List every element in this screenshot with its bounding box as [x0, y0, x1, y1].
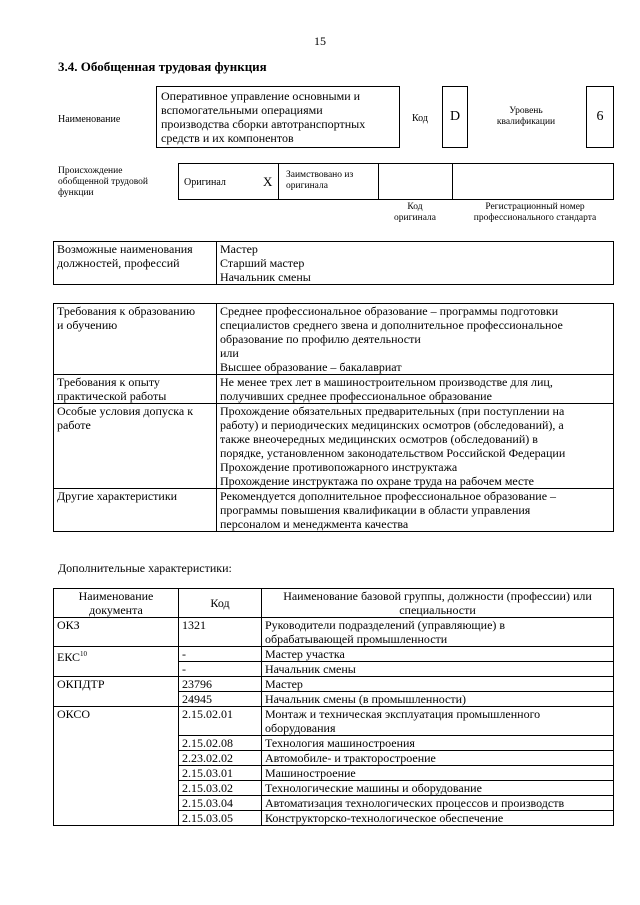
additional-table — [53, 588, 614, 826]
additional-title: Дополнительные характеристики: — [58, 561, 232, 575]
requirement-label-line: практической работы — [57, 389, 167, 403]
requirement-label-line: Другие характеристики — [57, 489, 178, 503]
requirement-line: порядке, установленном законодательством Российской Федерации — [220, 446, 566, 460]
row-name: Технологические машины и оборудование — [262, 781, 614, 796]
caption-line: оригинала — [394, 213, 436, 223]
code-original-caption — [380, 202, 450, 224]
row-code: 1321 — [179, 618, 262, 647]
original-label: Оригинал — [184, 177, 226, 188]
name-label: Наименование — [58, 114, 121, 125]
row-name: Мастер участка — [262, 647, 614, 662]
header-line: документа — [89, 603, 143, 617]
table-row — [54, 707, 614, 736]
header-line: Наименование — [78, 589, 154, 603]
positions-label-line: Возможные наименования — [57, 242, 193, 256]
requirement-line: или — [220, 346, 239, 360]
row-code: 24945 — [179, 692, 262, 707]
header-line: Наименование базовой группы, должности (профессии) или — [283, 589, 592, 603]
original-mark: X — [263, 174, 273, 189]
code-value: D — [442, 86, 468, 148]
requirement-label — [54, 375, 217, 404]
row-name-line: обрабатывающей промышленности — [265, 632, 448, 646]
requirement-line: Высшее образование – бакалавриат — [220, 360, 402, 374]
caption-line: Регистрационный номер — [485, 202, 585, 212]
requirement-value — [217, 375, 614, 404]
header-name — [262, 589, 614, 618]
row-name: Технология машиностроения — [262, 736, 614, 751]
row-doc: ОКСО — [54, 707, 179, 826]
function-name-line: производства сборки автотранспортных — [161, 117, 366, 131]
positions-table — [53, 241, 614, 285]
function-name-line: средств и их компонентов — [161, 131, 294, 145]
requirement-label-line: Требования к опыту — [57, 375, 160, 389]
header-code: Код — [179, 589, 262, 618]
requirement-line: образование по профилю деятельности — [220, 332, 421, 346]
requirement-label — [54, 489, 217, 532]
row-name — [262, 618, 614, 647]
caption-line: профессионального стандарта — [473, 213, 597, 223]
requirement-label — [54, 304, 217, 375]
footnote-mark: 10 — [80, 650, 88, 658]
position-item: Старший мастер — [220, 256, 305, 270]
page-number: 15 — [314, 34, 326, 48]
function-name-line: Оперативное управление основными и — [161, 89, 361, 103]
level-value: 6 — [586, 86, 614, 148]
row-name: Автоматизация технологических процессов и производств — [262, 796, 614, 811]
additional-header-row — [54, 589, 614, 618]
row-name: Конструкторско-технологическое обеспечение — [262, 811, 614, 826]
row-doc-text: ЕКС — [57, 650, 81, 664]
requirements-table — [53, 303, 614, 532]
code-label: Код — [412, 113, 428, 124]
positions-label — [54, 242, 217, 285]
table-row — [54, 647, 614, 662]
requirement-value — [217, 404, 614, 489]
origin-label-line: функции — [58, 188, 94, 198]
row-name — [262, 707, 614, 736]
requirement-value — [217, 489, 614, 532]
requirement-row — [54, 375, 614, 404]
row-name: Начальник смены (в промышленности) — [262, 692, 614, 707]
requirement-row — [54, 489, 614, 532]
row-doc: ОКЗ — [54, 618, 179, 647]
row-code: - — [179, 647, 262, 662]
requirement-line: Прохождение обязательных предварительных (при поступлении на — [220, 404, 565, 418]
requirement-line: программы повышения квалификации в области управления — [220, 503, 531, 517]
level-label-line: Уровень — [509, 106, 543, 116]
reg-number-caption — [456, 202, 614, 224]
header-doc — [54, 589, 179, 618]
requirement-line: специалистов среднего звена и дополнительное профессиональное — [220, 318, 563, 332]
row-name: Машиностроение — [262, 766, 614, 781]
borrowed-label-line: оригинала — [286, 181, 328, 191]
function-name-line: вспомогательными операциями — [161, 103, 323, 117]
row-code: 2.15.03.04 — [179, 796, 262, 811]
table-row — [54, 677, 614, 692]
positions-label-line: должностей, профессий — [57, 256, 180, 270]
requirement-label-line: Требования к образованию — [57, 304, 196, 318]
requirement-label-line: и обучению — [57, 318, 118, 332]
requirement-line: получивших среднее профессиональное образование — [220, 389, 492, 403]
caption-line: Код — [407, 202, 423, 212]
requirement-line: работу) и периодических медицинских осмотров (обследований), а — [220, 418, 564, 432]
requirement-line: Рекомендуется дополнительное профессиональное образование – — [220, 489, 557, 503]
origin-label-line: Происхождение — [58, 166, 123, 176]
requirement-label-line: работе — [57, 418, 91, 432]
positions-values — [217, 242, 614, 285]
row-doc — [54, 647, 179, 677]
row-code: 2.23.02.02 — [179, 751, 262, 766]
row-code: 2.15.03.02 — [179, 781, 262, 796]
row-code: 2.15.03.05 — [179, 811, 262, 826]
row-name: Автомобиле- и тракторостроение — [262, 751, 614, 766]
function-name-box — [156, 86, 400, 148]
level-label-line: квалификации — [496, 117, 556, 127]
borrowed-label — [286, 170, 353, 192]
table-row — [54, 618, 614, 647]
origin-label-line: обобщенной трудовой — [58, 177, 148, 187]
row-code: 2.15.02.08 — [179, 736, 262, 751]
row-name: Мастер — [262, 677, 614, 692]
requirement-line: персоналом и менеджмента качества — [220, 517, 409, 531]
row-name-line: оборудования — [265, 721, 336, 735]
row-code: - — [179, 662, 262, 677]
requirement-line: Не менее трех лет в машиностроительном производстве для лиц, — [220, 375, 553, 389]
requirement-line: Прохождение противопожарного инструктажа — [220, 460, 458, 474]
requirement-line: Прохождение инструктажа по охране труда на рабочем месте — [220, 474, 534, 488]
requirement-line: Среднее профессиональное образование – программы подготовки — [220, 304, 559, 318]
requirement-row — [54, 304, 614, 375]
requirement-value — [217, 304, 614, 375]
header-line: специальности — [399, 603, 476, 617]
borrowed-label-line: Заимствовано из — [286, 170, 354, 180]
requirement-label-line: Особые условия допуска к — [57, 404, 194, 418]
row-name: Начальник смены — [262, 662, 614, 677]
section-title: 3.4. Обобщенная трудовая функция — [58, 59, 267, 74]
row-code: 2.15.02.01 — [179, 707, 262, 736]
level-label — [478, 106, 574, 128]
origin-label — [58, 166, 148, 199]
position-item: Мастер — [220, 242, 258, 256]
row-doc: ОКПДТР — [54, 677, 179, 707]
row-name-line: Руководители подразделений (управляющие) в — [265, 618, 506, 632]
row-code: 2.15.03.01 — [179, 766, 262, 781]
row-code: 23796 — [179, 677, 262, 692]
requirement-row — [54, 404, 614, 489]
requirement-label — [54, 404, 217, 489]
row-name-line: Монтаж и техническая эксплуатация промышленного — [265, 707, 541, 721]
origin-table — [178, 163, 614, 200]
position-item: Начальник смены — [220, 270, 311, 284]
requirement-line: также внеочередных медицинских осмотров (обследований) в — [220, 432, 538, 446]
